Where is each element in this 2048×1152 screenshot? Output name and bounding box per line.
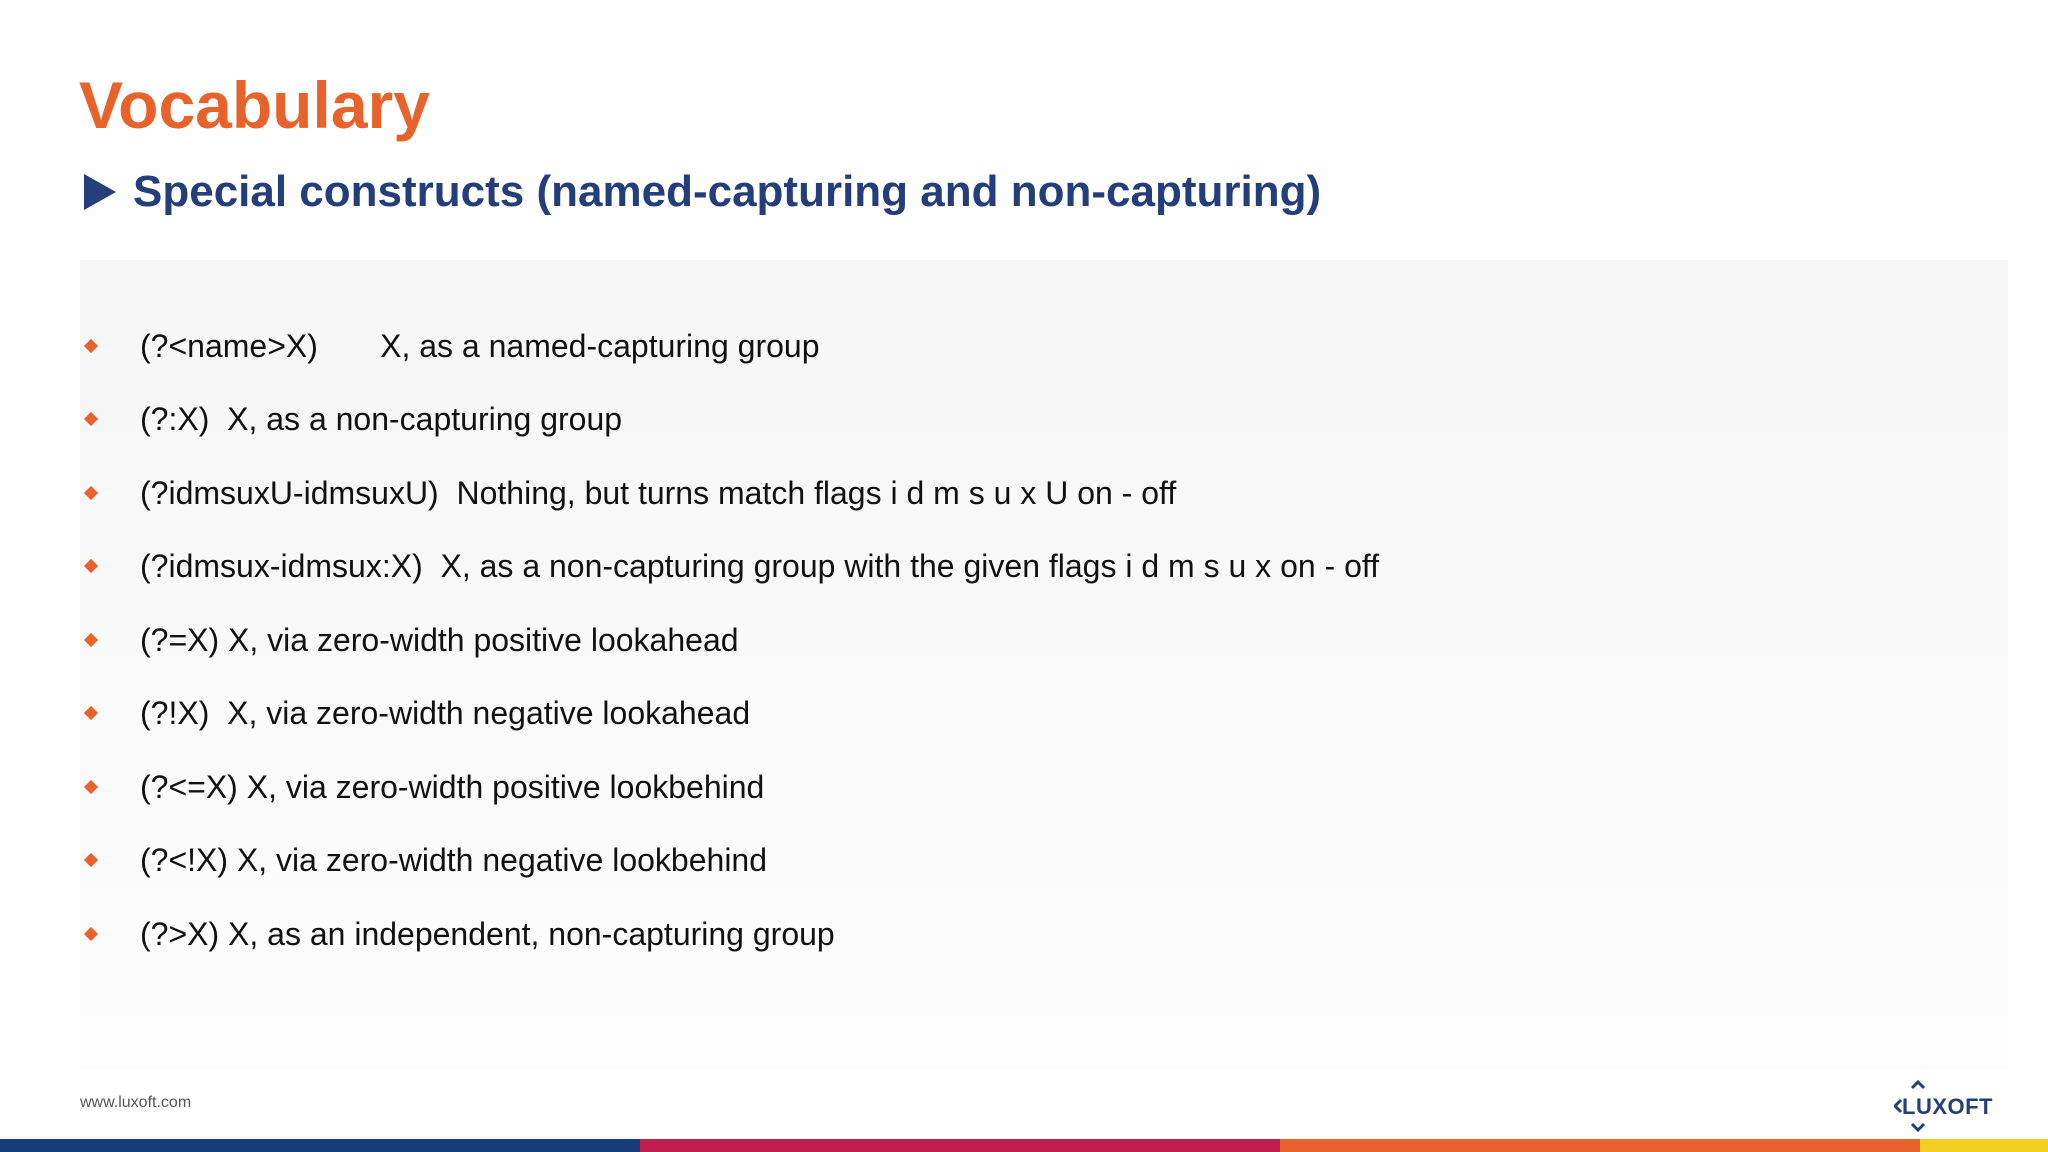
diamond-icon	[84, 339, 98, 353]
list-item	[80, 762, 1780, 812]
list-item-text: (?<name>X) X, as a named-capturing group	[140, 328, 820, 364]
bar-segment	[1920, 1139, 2048, 1152]
list-item	[80, 394, 1780, 444]
list-item	[80, 688, 1780, 738]
list-item-text: (?idmsux-idmsux:X) X, as a non-capturing group with the given flags i d m s u x on - off	[140, 548, 1380, 584]
list-item	[80, 468, 1780, 518]
list-item	[80, 321, 1780, 371]
footer-url: www.luxoft.com	[80, 1094, 192, 1111]
logo-text: LUXOFT	[1902, 1094, 1993, 1119]
slide-subtitle	[84, 164, 1321, 220]
list-item	[80, 541, 1780, 591]
diamond-icon	[84, 853, 98, 867]
diamond-icon	[84, 706, 98, 720]
diamond-icon	[84, 486, 98, 500]
luxoft-logo	[1894, 1078, 2004, 1134]
bar-segment	[1280, 1139, 1920, 1152]
list-item-text: (?>X) X, as an independent, non-capturing group	[140, 916, 835, 952]
list-item	[80, 615, 1780, 665]
list-item-text: (?idmsuxU-idmsuxU) Nothing, but turns match flags i d m s u x U on - off	[140, 475, 1177, 511]
list-item	[80, 909, 1780, 959]
footer-color-bar	[0, 1139, 2048, 1152]
list-item-text: (?!X) X, via zero-width negative lookahead	[140, 695, 751, 731]
diamond-icon	[84, 633, 98, 647]
bar-segment	[0, 1139, 640, 1152]
slide-title: Vocabulary	[79, 68, 430, 142]
list-item-text: (?<!X) X, via zero-width negative lookbehind	[140, 842, 768, 878]
list-item	[80, 835, 1780, 885]
list-item-text: (?:X) X, as a non-capturing group	[140, 401, 623, 437]
bar-segment	[640, 1139, 1280, 1152]
diamond-icon	[84, 559, 98, 573]
list-item-text: (?<=X) X, via zero-width positive lookbehind	[140, 769, 765, 805]
triangle-right-icon	[84, 174, 116, 210]
diamond-icon	[84, 780, 98, 794]
list-item-text: (?=X) X, via zero-width positive lookahead	[140, 622, 739, 658]
diamond-icon	[84, 927, 98, 941]
diamond-icon	[84, 412, 98, 426]
subtitle-text: Special constructs (named-capturing and non-capturing)	[133, 167, 1322, 216]
